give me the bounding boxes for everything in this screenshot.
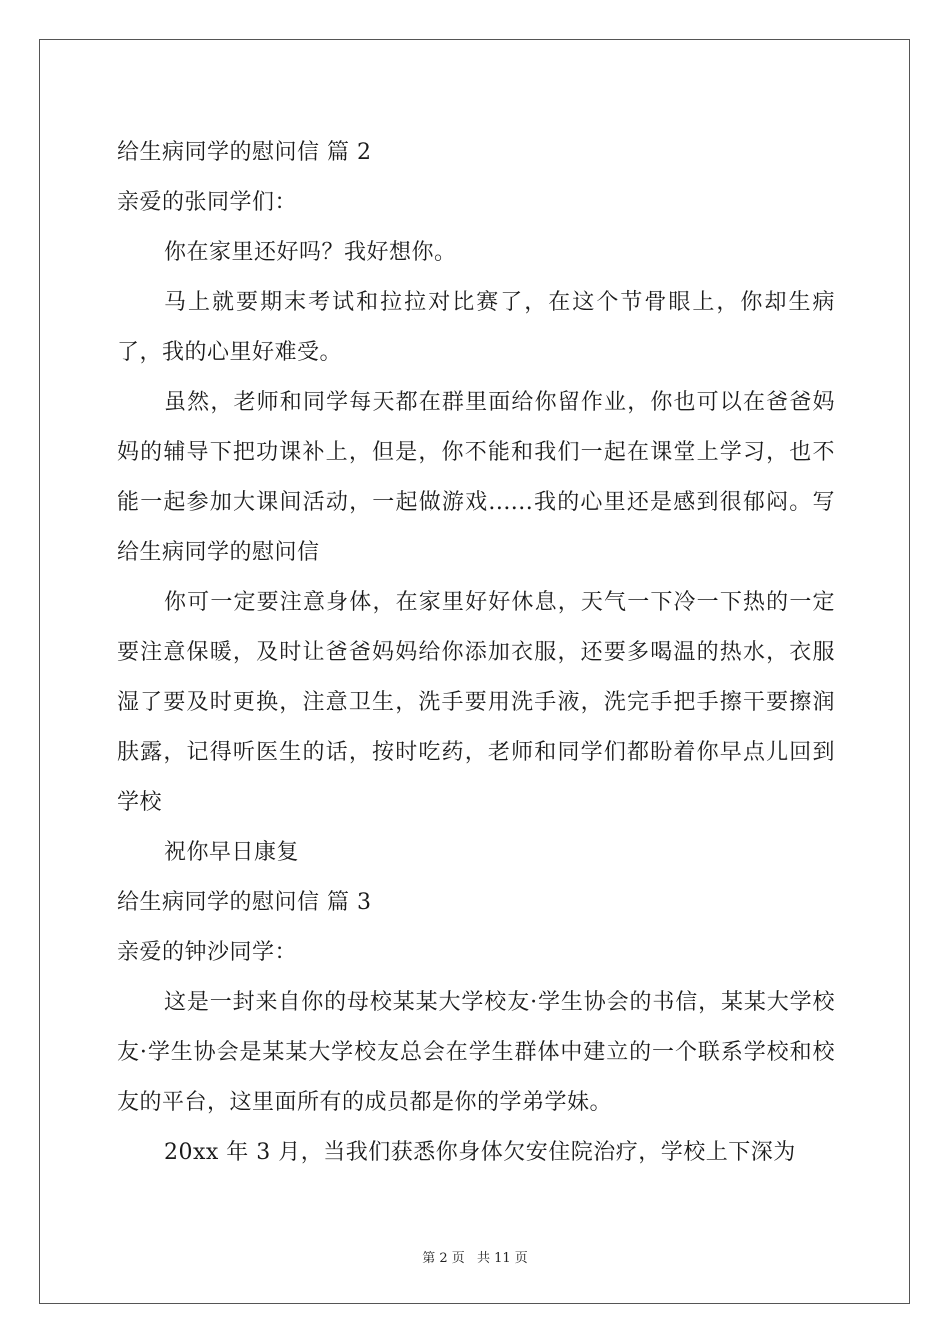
document-body bbox=[117, 128, 835, 1178]
paragraph: 20xx 年 3 月，当我们获悉你身体欠安住院治疗，学校上下深为 bbox=[164, 1140, 796, 1165]
page-number: 第 2 页 bbox=[422, 1251, 465, 1266]
letter-salutation: 亲爱的张同学们： bbox=[117, 190, 298, 215]
paragraph: 你在家里还好吗？我好想你。 bbox=[164, 240, 457, 265]
page-total: 共 11 页 bbox=[476, 1251, 528, 1266]
closing-wish: 祝你早日康复 bbox=[164, 840, 300, 865]
paragraph: 马上就要期末考试和拉拉对比赛了，在这个节骨眼上，你却生病了，我的心里好难受。 bbox=[117, 290, 835, 365]
section-heading: 给生病同学的慰问信 篇 2 bbox=[117, 140, 372, 165]
paragraph: 你可一定要注意身体，在家里好好休息，天气一下冷一下热的一定要注意保暖，及时让爸爸妈妈给你添加衣服，还要多喝温的热水，衣服湿了要及时更换，注意卫生，洗手要用洗手液，洗完手把手擦干要擦润肤露，记得听医生的话，按时吃药，老师和同学们都盼着你早点儿回到学校 bbox=[117, 590, 835, 815]
paragraph: 虽然，老师和同学每天都在群里面给你留作业，你也可以在爸爸妈妈的辅导下把功课补上，但是，你不能和我们一起在课堂上学习，也不能一起参加大课间活动，一起做游戏......我的心里还是感到很郁闷。写给生病同学的慰问信 bbox=[117, 390, 835, 565]
page-footer bbox=[0, 1247, 950, 1266]
section-heading: 给生病同学的慰问信 篇 3 bbox=[117, 890, 372, 915]
paragraph: 这是一封来自你的母校某某大学校友·学生协会的书信，某某大学校友·学生协会是某某大学校友总会在学生群体中建立的一个联系学校和校友的平台，这里面所有的成员都是你的学弟学妹。 bbox=[117, 990, 835, 1115]
letter-salutation: 亲爱的钟沙同学： bbox=[117, 940, 298, 965]
